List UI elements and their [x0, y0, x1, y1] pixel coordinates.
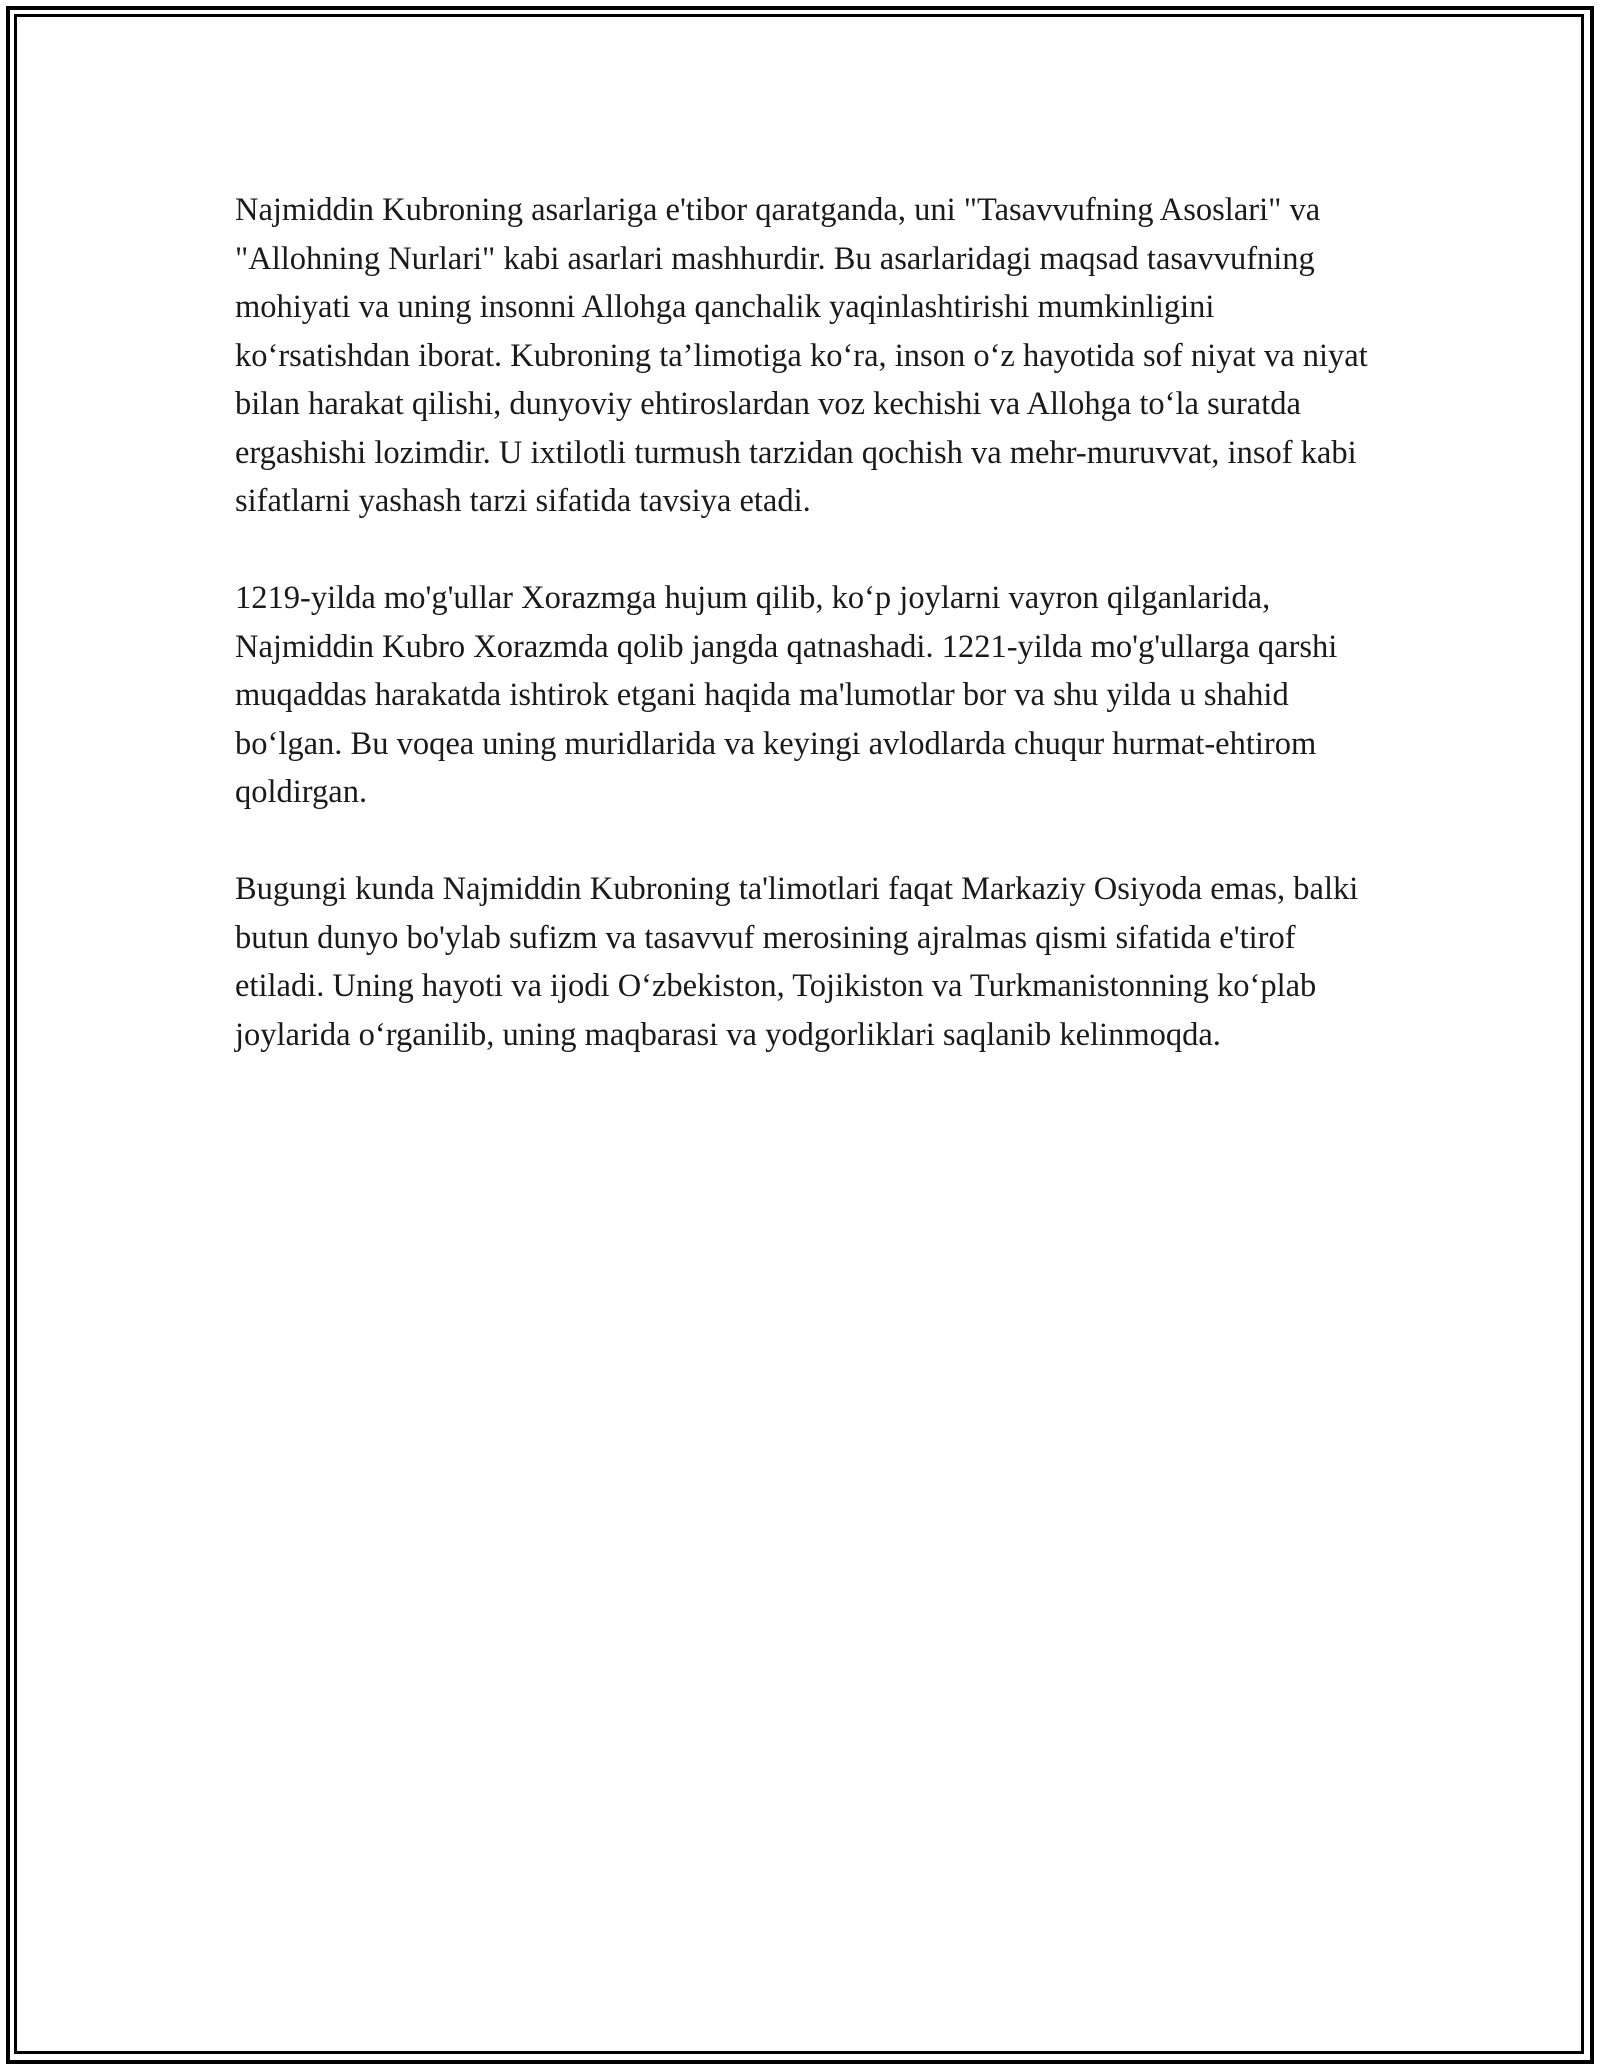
paragraph-2: 1219-yilda mo'g'ullar Xorazmga hujum qilib, ko‘p joylarni vayron qilganlarida, Najmiddin Kubro Xorazmda qolib jangda qatnashadi. 1221-yilda mo'g'ullarga qarshi muqaddas harakatda ishtirok etgani haqida ma'lumotlar bor va shu yilda u shahid bo‘lgan. Bu voqea uning muridlarida va keyingi avlodlarda chuqur hurmat-ehtirom qoldirgan. — [235, 580, 1338, 810]
paragraph-1: Najmiddin Kubroning asarlariga e'tibor qaratganda, uni "Tasavvufning Asoslari" va "Allohning Nurlari" kabi asarlari mashhurdir. Bu asarlaridagi maqsad tasavvufning mohiyati va uning insonni Allohga qanchalik yaqinlashtirishi mumkinligini ko‘rsatishdan iborat. Kubroning ta’limotiga ko‘ra, inson o‘z hayotida sof niyat va niyat bilan harakat qilishi, dunyoviy ehtiroslardan voz kechishi va Allohga to‘la suratda ergashishi lozimdir. U ixtilotli turmush tarzidan qochish va mehr-muruvvat, insof kabi sifatlarni yashash tarzi sifatida tavsiya etadi. — [235, 192, 1368, 519]
document-body — [235, 186, 1375, 1108]
paragraph-3: Bugungi kunda Najmiddin Kubroning ta'limotlari faqat Markaziy Osiyoda emas, balki butun dunyo bo'ylab sufizm va tasavvuf merosining ajralmas qismi sifatida e'tirof etiladi. Uning hayoti va ijodi O‘zbekiston, Tojikiston va Turkmanistonning ko‘plab joylarida o‘rganilib, uning maqbarasi va yodgorliklari saqlanib kelinmoqda. — [235, 871, 1359, 1053]
